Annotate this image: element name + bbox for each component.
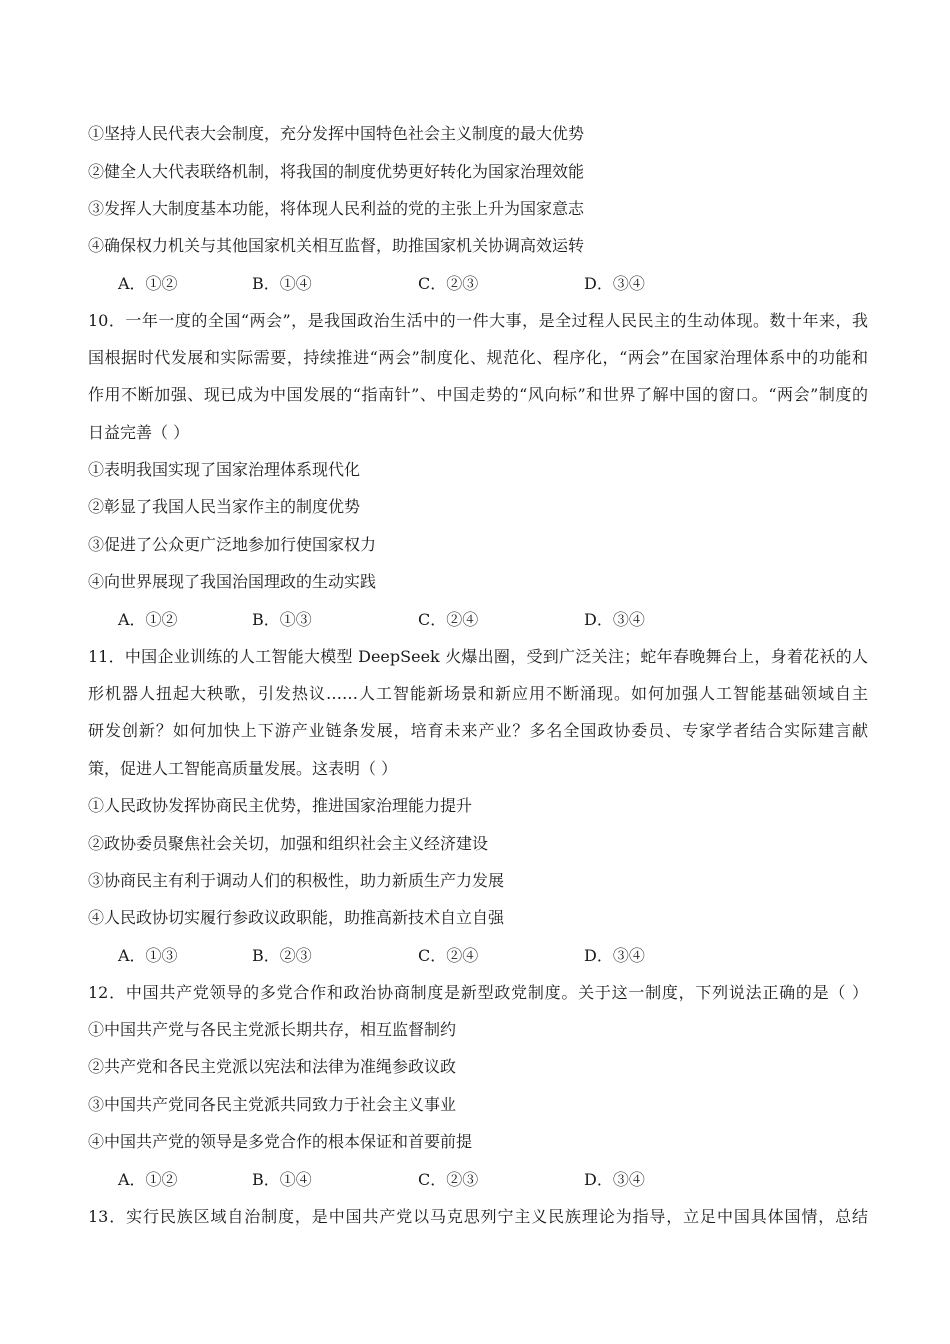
q12-item-3: ③中国共产党同各民主党派共同致力于社会主义事业 [88,1095,457,1114]
q12-item-4: ④中国共产党的领导是多党合作的根本保证和首要前提 [88,1132,473,1151]
q11-item-3: ③协商民主有利于调动人们的积极性，助力新质生产力发展 [88,871,505,890]
q11-item-4: ④人民政协切实履行参政议政职能，助推高新技术自立自强 [88,908,505,927]
q9-option-d: D．③④ [584,274,645,293]
q12-stem-line-1: 12．中国共产党领导的多党合作和政治协商制度是新型政党制度。关于这一制度，下列说法正确的是（ ） [88,983,868,1002]
q12-option-b: B．①④ [252,1170,312,1189]
q11-option-a: A．①③ [118,946,178,965]
q10-item-1: ①表明我国实现了国家治理体系现代化 [88,460,361,479]
q11-option-c: C．②④ [418,946,479,965]
q9-options [118,273,718,295]
q9-item-4: ④确保权力机关与其他国家机关相互监督，助推国家机关协调高效运转 [88,236,585,255]
q12-option-a: A．①② [118,1170,178,1189]
q12-option-c: C．②③ [418,1170,479,1189]
q12-options [118,1169,718,1191]
q10-item-2: ②彰显了我国人民当家作主的制度优势 [88,497,361,516]
q10-option-d: D．③④ [584,610,645,629]
q12-item-2: ②共产党和各民主党派以宪法和法律为准绳参政议政 [88,1057,457,1076]
q13-stem-line-1: 13．实行民族区域自治制度，是中国共产党以马克思列宁主义民族理论为指导，立足中国具体国情，总结 [88,1207,868,1226]
q10-option-a: A．①② [118,610,178,629]
q10-stem-line-4: 日益完善（ ） [88,423,190,442]
q10-option-b: B．①③ [252,610,312,629]
q10-stem-line-1: 10．一年一度的全国“两会”，是我国政治生活中的一件大事，是全过程人民民主的生动体现。数十年来，我 [88,311,868,330]
q10-stem-line-2: 国根据时代发展和实际需要，持续推进“两会”制度化、规范化、程序化，“两会”在国家治理体系中的功能和 [88,348,868,367]
q11-stem-line-1: 11．中国企业训练的人工智能大模型 DeepSeek 火爆出圈，受到广泛关注；蛇年春晚舞台上，身着花袄的人 [88,647,868,666]
q12-option-d: D．③④ [584,1170,645,1189]
q9-option-c: C．②③ [418,274,479,293]
q9-item-2: ②健全人大代表联络机制，将我国的制度优势更好转化为国家治理效能 [88,162,585,181]
q10-stem-line-3: 作用不断加强、现已成为中国发展的“指南针”、中国走势的“风向标”和世界了解中国的窗口。“两会”制度的 [88,385,868,404]
q9-option-b: B．①④ [252,274,312,293]
q9-item-3: ③发挥人大制度基本功能，将体现人民利益的党的主张上升为国家意志 [88,199,585,218]
q9-item-1: ①坚持人民代表大会制度，充分发挥中国特色社会主义制度的最大优势 [88,124,585,143]
q11-item-2: ②政协委员聚焦社会关切，加强和组织社会主义经济建设 [88,834,489,853]
q9-option-a: A．①② [118,274,178,293]
q11-option-b: B．②③ [252,946,312,965]
q11-stem-line-2: 形机器人扭起大秧歌，引发热议……人工智能新场景和新应用不断涌现。如何加强人工智能基础领域自主 [88,684,868,703]
q11-stem-line-3: 研发创新？如何加快上下游产业链条发展，培育未来产业？多名全国政协委员、专家学者结合实际建言献 [88,721,868,740]
q10-option-c: C．②④ [418,610,479,629]
q11-options [118,945,718,967]
q10-options [118,609,718,631]
q11-stem-line-4: 策，促进人工智能高质量发展。这表明（ ） [88,759,398,778]
q11-option-d: D．③④ [584,946,645,965]
q11-item-1: ①人民政协发挥协商民主优势，推进国家治理能力提升 [88,796,473,815]
q10-item-3: ③促进了公众更广泛地参加行使国家权力 [88,535,377,554]
q10-item-4: ④向世界展现了我国治国理政的生动实践 [88,572,377,591]
q12-item-1: ①中国共产党与各民主党派长期共存，相互监督制约 [88,1020,457,1039]
